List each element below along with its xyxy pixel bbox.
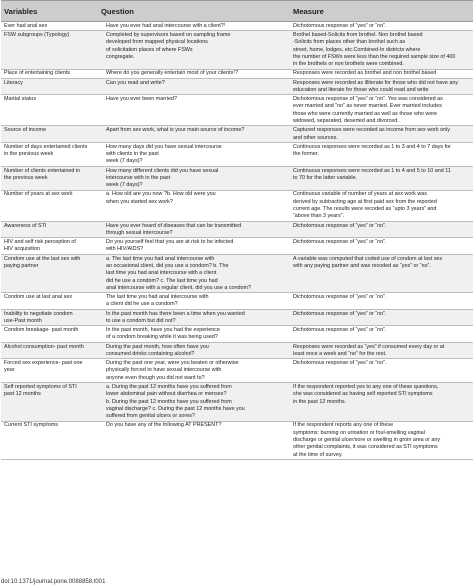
cell-line: anyone even though you did not want to? (106, 374, 205, 381)
header-question: Question (98, 1, 290, 22)
cell-line: least once a week and “no” for the rest. (293, 350, 387, 357)
cell-measure (290, 238, 473, 254)
cell-line: Number of years at sex work (4, 191, 73, 198)
table-row (1, 78, 473, 94)
cell-variable (1, 309, 98, 325)
cell-line: anal intercourse with a regular client, did you use a condom? (106, 284, 252, 291)
cell-line: developed from mapped physical locations (106, 39, 208, 46)
cell-line: the former. (293, 151, 319, 158)
cell-line: Condom use at last anal sex (4, 294, 73, 301)
table-row (1, 190, 473, 221)
cell-line: past 12 months (4, 391, 41, 398)
cell-question (98, 166, 290, 190)
cell-line: widowed, separated, deserted and divorced. (293, 118, 399, 125)
cell-line: In the past month, have you had the experience (106, 327, 220, 334)
table-row (1, 238, 473, 254)
cell-line: an occasional client, did you use a condom? b. The (106, 262, 229, 269)
cell-line: in the previous week (4, 151, 54, 158)
cell-question (98, 142, 290, 166)
cell-line: at the time of survey. (293, 451, 343, 458)
cell-line: congregate. (106, 53, 135, 60)
header-variables: Variables (1, 1, 98, 22)
table-row (1, 69, 473, 78)
cell-line: with clients in the past (106, 151, 159, 158)
cell-line: current age. The results were recoded as “upto 3 years” and (293, 206, 437, 213)
table-row (1, 22, 473, 31)
cell-line: Responses were recorded as “yes” if consumed every day or at (293, 343, 445, 350)
cell-variable (1, 254, 98, 293)
table-body (1, 22, 473, 460)
cell-line: Condom breakage- past month (4, 327, 79, 334)
cell-line: How many days did you have sexual intercourse (106, 143, 222, 150)
cell-measure (290, 22, 473, 31)
cell-line: to 70 for the latter variable. (293, 174, 358, 181)
cell-line: If the respondent reported yes to any one of these questions, (293, 383, 439, 390)
cell-line: paying partner (4, 262, 39, 269)
cell-line: Self reported symptoms of STI (4, 383, 77, 390)
cell-line: vaginal discharge? c. During the past 12 months have you (106, 405, 245, 412)
cell-line: of a condom breaking while it was being used? (106, 334, 218, 341)
cell-line: last time you had anal intercourse with a client (106, 270, 217, 277)
cell-measure (290, 293, 473, 309)
cell-line: Responses were recorded as illiterate for those who did not have any (293, 79, 459, 86)
cell-measure (290, 166, 473, 190)
table-row (1, 359, 473, 383)
header-measure: Measure (290, 1, 473, 22)
cell-line: through sexual intercourse? (106, 229, 173, 236)
cell-line: consumed drinks containing alcohol? (106, 350, 195, 357)
cell-measure (290, 126, 473, 142)
cell-line: Have you ever had anal intercourse with a client?¹ (106, 22, 226, 29)
cell-question (98, 309, 290, 325)
cell-question (98, 69, 290, 78)
cell-measure (290, 254, 473, 293)
cell-line: Dichotomous response of “yes” or “no”. (293, 222, 387, 229)
table-row (1, 142, 473, 166)
table-row (1, 166, 473, 190)
cell-line: week (7 days)? (106, 158, 143, 165)
cell-variable (1, 166, 98, 190)
cell-line: Source of income (4, 127, 46, 134)
cell-measure (290, 309, 473, 325)
cell-question (98, 238, 290, 254)
cell-line: year (4, 367, 15, 374)
cell-variable (1, 190, 98, 221)
cell-line: Literacy (4, 79, 23, 86)
cell-variable (1, 95, 98, 126)
cell-line: Dichotomous response of “yes” or “no”. Yes was considered as (293, 96, 443, 103)
cell-variable (1, 359, 98, 383)
table-row (1, 342, 473, 358)
table-row (1, 31, 473, 70)
cell-question (98, 421, 290, 460)
cell-measure (290, 95, 473, 126)
table-row (1, 293, 473, 309)
doi-caption[interactable]: doi:10.1371/journal.pone.0088858.t001 (1, 579, 106, 585)
cell-line: with HIV/AIDS? (106, 246, 144, 253)
cell-measure (290, 190, 473, 221)
cell-line: she was considered as having self reported STI symptoms (293, 391, 433, 398)
cell-line: the previous week (4, 174, 48, 181)
cell-measure (290, 326, 473, 342)
cell-line: Number of days entertained clients (4, 143, 88, 150)
cell-line: a. The last time you had anal intercourse with (106, 255, 215, 262)
cell-line: discharge or genital ulcer/sore or swelling in groin area or any (293, 437, 441, 444)
cell-measure (290, 342, 473, 358)
cell-line: In the past month has there been a time when you wanted (106, 310, 245, 317)
cell-variable (1, 326, 98, 342)
cell-question (98, 221, 290, 237)
cell-variable (1, 22, 98, 31)
cell-line: Current STI symptoms (4, 422, 58, 429)
cell-measure (290, 69, 473, 78)
cell-measure (290, 383, 473, 422)
cell-line: Do you yourself feel that you are at risk to be infected (106, 239, 234, 246)
cell-line: HIV acquisition (4, 246, 40, 253)
cell-question (98, 383, 290, 422)
cell-line: when you started sex work? (106, 198, 173, 205)
cell-line: Continuous responses were recorded as 1 to 4 and 5 to 10 and 11 (293, 167, 451, 174)
cell-variable (1, 383, 98, 422)
cell-line: Inability to negotiate condom (4, 310, 73, 317)
table-row (1, 254, 473, 293)
cell-line: During the past one year, were you beaten or otherwise (106, 359, 239, 366)
cell-line: to use a condom but did not? (106, 317, 176, 324)
cell-line: use-Past month (4, 317, 42, 324)
cell-line: other genital complaints, it was considered as STI symptoms (293, 444, 438, 451)
cell-question (98, 359, 290, 383)
cell-question (98, 254, 290, 293)
cell-line: and other sources. (293, 134, 338, 141)
cell-variable (1, 221, 98, 237)
cell-line: those who were currently married as well as those who were (293, 110, 438, 117)
cell-line: Awareness of STI (4, 222, 47, 229)
cell-line: Dichotomous response of “yes” or “no”. (293, 310, 387, 317)
cell-measure (290, 142, 473, 166)
cell-line: street, home, lodges, etc.Combined-In districts where (293, 46, 421, 53)
cell-line: Can you read and write? (106, 79, 165, 86)
table-row (1, 421, 473, 460)
cell-line: If the respondent reports any one of these (293, 422, 394, 429)
cell-line: Alcohol consumption- past month (4, 343, 84, 350)
cell-line: The last time you had anal intercourse with (106, 294, 209, 301)
cell-line: During the past month, how often have you (106, 343, 209, 350)
cell-question (98, 326, 290, 342)
table-row (1, 309, 473, 325)
table-row (1, 221, 473, 237)
cell-line: “above than 3 years”. (293, 213, 344, 220)
cell-line: symptoms: burning on urination or foul-smelling vaginal (293, 429, 425, 436)
cell-variable (1, 78, 98, 94)
cell-line: a. During the past 12 months have you suffered from (106, 383, 232, 390)
cell-line: in the past 12 months. (293, 398, 347, 405)
table-header (1, 1, 473, 22)
table-row (1, 126, 473, 142)
header-row (1, 1, 473, 22)
cell-line: Have you ever heard of diseases that can be transmitted (106, 222, 242, 229)
cell-line: week (7 days)? (106, 182, 143, 189)
cell-line: suffered from genital ulcers or sores? (106, 413, 195, 420)
cell-variable (1, 126, 98, 142)
cell-line: Condom use at the last sex with (4, 255, 81, 262)
table-row (1, 95, 473, 126)
cell-line: Dichotomous response of “yes” or “no”. (293, 239, 387, 246)
cell-line: Continuous variable of number of years at sex work was (293, 191, 427, 198)
cell-variable (1, 238, 98, 254)
cell-line: A variable was computed that coded use of condom at last sex (293, 255, 443, 262)
cell-line: intercourse with in the past (106, 174, 171, 181)
cell-line: Brothel based-Solicits from brothel. Non brothel based (293, 31, 423, 38)
cell-variable (1, 69, 98, 78)
cell-line: Where do you generally entertain most of your clients¹? (106, 70, 239, 77)
cell-variable (1, 342, 98, 358)
cell-line: Have you ever been married? (106, 96, 178, 103)
cell-line: in the brothels or non brothels were combined. (293, 61, 404, 68)
cell-line: Number of clients entertained in (4, 167, 81, 174)
cell-line: Do you have any of the following AT PRESENT? (106, 422, 222, 429)
cell-question (98, 78, 290, 94)
cell-line: education and literate for those who could read and write (293, 86, 429, 93)
cell-question (98, 31, 290, 70)
cell-line: with any paying partner and was recoded as “yes” or “no”. (293, 262, 431, 269)
cell-line: Dichotomous response of “yes” or “no”. (293, 294, 387, 301)
cell-line: Captured responses were recorded as income from sex work only (293, 127, 450, 134)
variables-table (1, 0, 473, 460)
table-row (1, 383, 473, 422)
cell-line: How many different clients did you have sexual (106, 167, 219, 174)
cell-line: derived by subtracting age at first paid sex from the reported (293, 198, 437, 205)
cell-line: Responses were recorded as brothel and non brothel based (293, 70, 437, 77)
cell-line: the number of FSWs were less than the required sample size of 400 (293, 53, 456, 60)
cell-line: Dichotomous response of “yes” or “no”. (293, 359, 387, 366)
cell-measure (290, 421, 473, 460)
cell-question (98, 95, 290, 126)
cell-variable (1, 293, 98, 309)
cell-line: ever married and “no” as never married. Ever married includes (293, 103, 442, 110)
cell-variable (1, 421, 98, 460)
cell-measure (290, 221, 473, 237)
cell-question (98, 293, 290, 309)
cell-line: HIV and self risk perception of (4, 239, 76, 246)
cell-line: b. During the past 12 months have you suffered from (106, 398, 232, 405)
cell-line: lower abdominal pain without diarrhea or menses? (106, 391, 227, 398)
cell-line: Apart from sex work, what is your main source of income? (106, 127, 245, 134)
cell-line: a client did he use a condom? (106, 301, 178, 308)
cell-question (98, 342, 290, 358)
table-row (1, 326, 473, 342)
cell-line: Marital status (4, 96, 37, 103)
cell-measure (290, 31, 473, 70)
cell-variable (1, 142, 98, 166)
cell-line: of solicitation places of where FSWs (106, 46, 193, 53)
cell-line: did he use a condom? c. The last time you had (106, 277, 218, 284)
cell-line: Continuous responses were recorded as 1 to 3 and 4 to 7 days for (293, 143, 451, 150)
cell-measure (290, 359, 473, 383)
cell-line: a. How old are you now ?b. How old were you (106, 191, 216, 198)
cell-line: Dichotomous response of “yes” or “no”. (293, 327, 387, 334)
cell-line: Place of entertaining clients (4, 70, 70, 77)
cell-measure (290, 78, 473, 94)
cell-line: -Solicits from places other than brothel such as (293, 39, 406, 46)
cell-line: Ever had anal sex (4, 22, 48, 29)
cell-line: physically forced to have sexual intercourse with (106, 367, 222, 374)
cell-variable (1, 31, 98, 70)
cell-question (98, 190, 290, 221)
cell-line: FSW subgroups (Typology) (4, 31, 70, 38)
cell-line: Forced sex experience- past one (4, 359, 83, 366)
cell-line: Dichotomous response of “yes” or “no”. (293, 22, 387, 29)
cell-question (98, 126, 290, 142)
cell-line: Completed by supervisors based on sampling frame (106, 31, 231, 38)
cell-question (98, 22, 290, 31)
